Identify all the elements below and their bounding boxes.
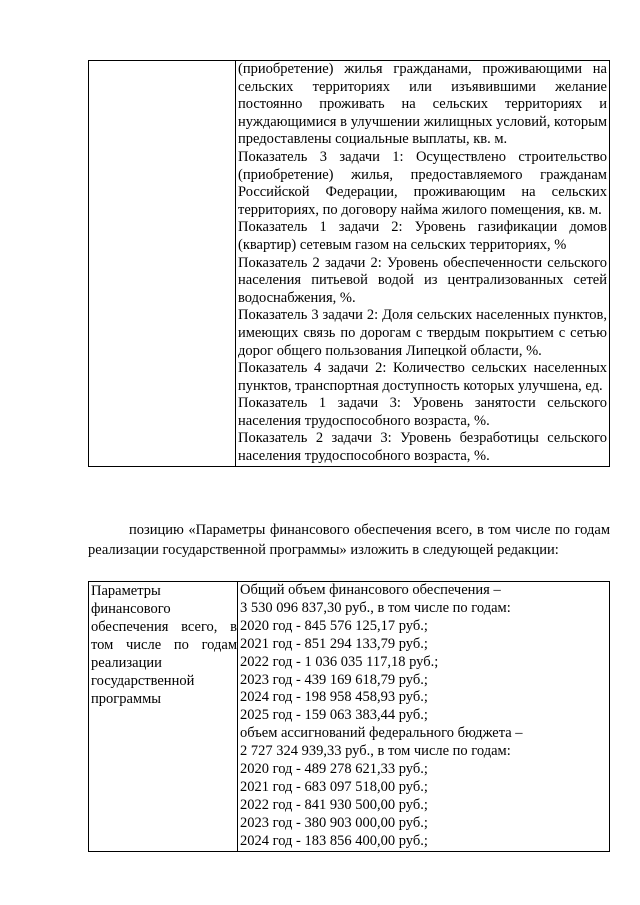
financing-line: 2022 год - 841 930 500,00 руб.; [240, 796, 428, 813]
financing-label-cell [89, 582, 238, 852]
indicator-paragraph: Показатель 4 задачи 2: Количество сельских населенных пунктов, транспортная доступность которых улучшена, ед. [238, 360, 607, 394]
financing-line: 2023 год - 380 903 000,00 руб.; [240, 814, 428, 831]
financing-line: 2022 год - 1 036 035 117,18 руб.; [240, 653, 439, 670]
label-line: программы [91, 691, 161, 707]
table-row [89, 582, 610, 852]
financing-line: 2020 год - 845 576 125,17 руб.; [240, 617, 428, 634]
financing-line: 2024 год - 198 958 458,93 руб.; [240, 689, 428, 706]
label-line: реализации [91, 655, 162, 671]
financing-line: 3 530 096 837,30 руб., в том числе по годам: [240, 599, 511, 616]
financing-table [88, 581, 610, 852]
label-line: том числе по годам [91, 637, 237, 653]
indicator-paragraph: Показатель 1 задачи 2: Уровень газификации домов (квартир) сетевым газом на сельских территориях, % [238, 219, 607, 253]
indicator-paragraph: Показатель 3 задачи 2: Доля сельских населенных пунктов, имеющих связь по дорогам с твердым покрытием с сетью дорог общего пользования Липецкой области, %. [238, 307, 607, 359]
financing-line: объем ассигнований федерального бюджета – [240, 725, 523, 742]
financing-line: 2025 год - 159 063 383,44 руб.; [240, 707, 428, 724]
financing-line: 2024 год - 183 856 400,00 руб.; [240, 832, 428, 849]
label-line: обеспечения всего, в [91, 619, 237, 635]
indicators-cell [236, 61, 610, 467]
financing-line: 2023 год - 439 169 618,79 руб.; [240, 671, 428, 688]
financing-line: 2021 год - 683 097 518,00 руб.; [240, 778, 428, 795]
instruction-paragraph: позицию «Параметры финансового обеспечения всего, в том числе по годам реализации государственной программы» изложить в следующей редакции: [88, 522, 610, 558]
table-cell-empty [89, 61, 236, 467]
indicator-paragraph: Показатель 2 задачи 3: Уровень безработицы сельского населения трудоспособного возраста, %. [238, 430, 607, 465]
indicator-paragraph: Показатель 2 задачи 2: Уровень обеспеченности сельского населения питьевой водой из централизованных сетей водоснабжения, %. [238, 254, 607, 306]
indicator-paragraph: (приобретение) жилья гражданами, проживающими на сельских территориях или изъявившими желание постоянно проживать на сельских территориях и нуждающимися в улучшении жилищных условий, которым предоставлены социальные выплаты, кв. м. [238, 61, 607, 148]
label-line: государственной [91, 673, 195, 689]
indicator-paragraph: Показатель 3 задачи 1: Осуществлено строительство (приобретение) жилья, предоставляемого гражданам Российской Федерации, проживающим на сельских территориях, по договору найма жилого помещения, кв. м. [238, 148, 607, 218]
table-row [89, 61, 610, 467]
financing-line: Общий объем финансового обеспечения – [240, 582, 501, 598]
label-line: Параметры [91, 583, 161, 599]
financing-line: 2 727 324 939,33 руб., в том числе по годам: [240, 743, 511, 760]
financing-values-cell [238, 582, 610, 852]
indicator-paragraph: Показатель 1 задачи 3: Уровень занятости сельского населения трудоспособного возраста, %. [238, 395, 607, 429]
label-line: финансового [91, 601, 171, 617]
financing-line: 2021 год - 851 294 133,79 руб.; [240, 635, 428, 652]
indicators-table [88, 60, 610, 467]
financing-line: 2020 год - 489 278 621,33 руб.; [240, 761, 428, 778]
